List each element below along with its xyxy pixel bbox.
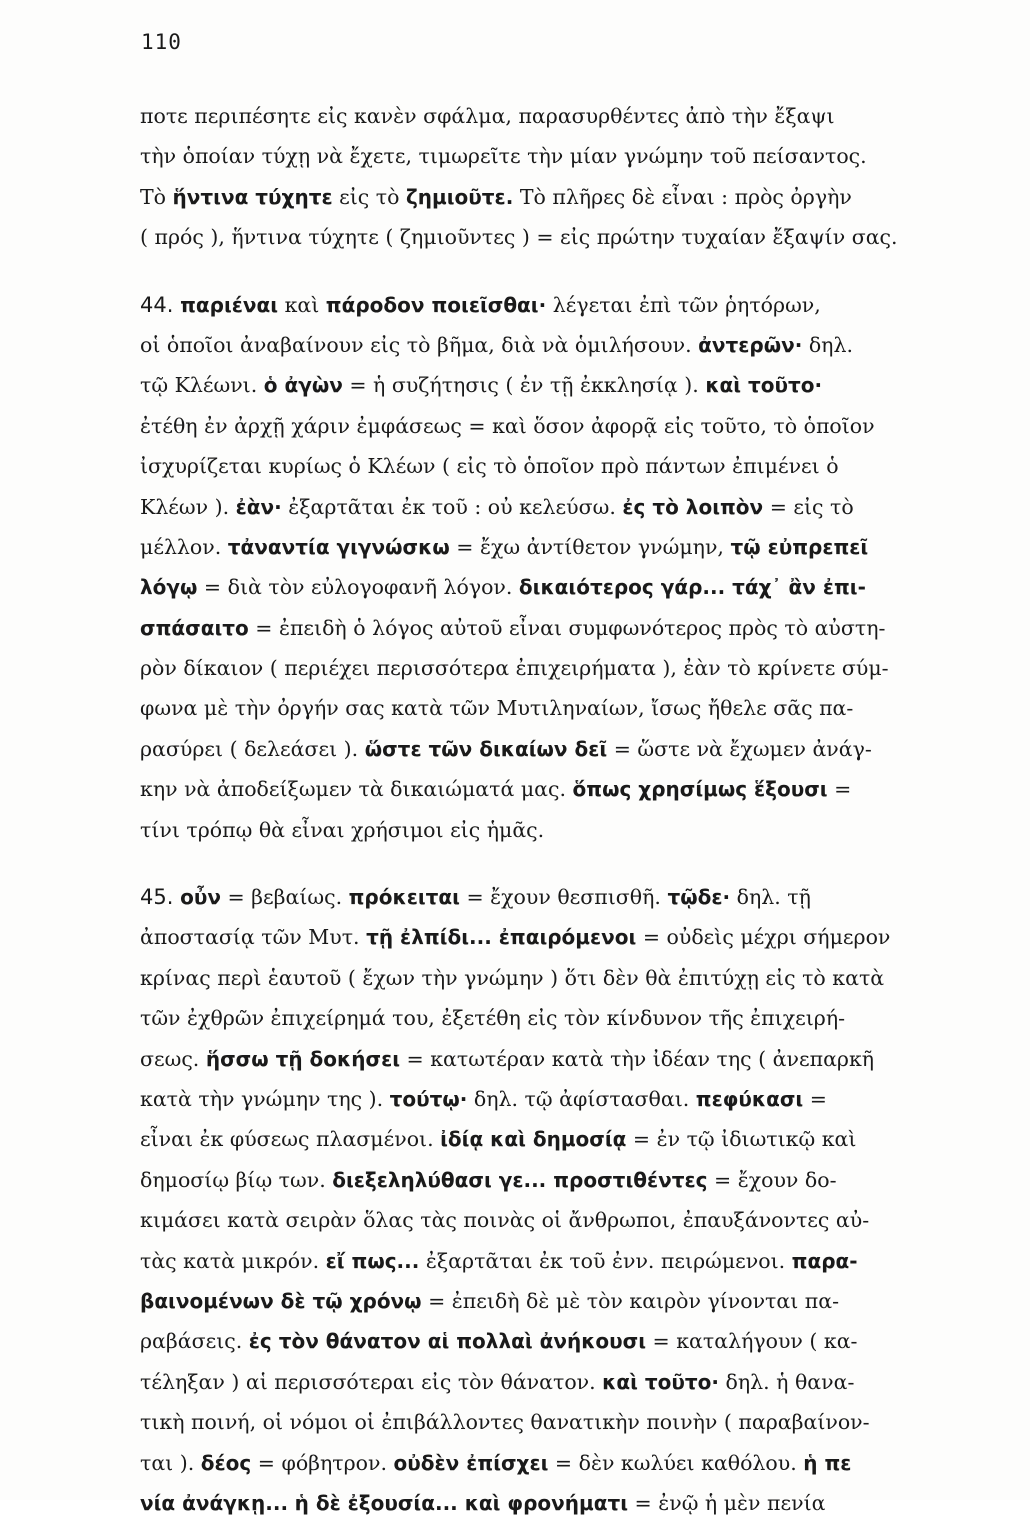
text-run: κην νὰ ἀποδείξωμεν τὰ δικαιώματά μας. [140,777,573,802]
text-run: = [827,777,852,802]
bold-term: τῷ εὐπρεπεῖ [730,534,869,559]
text-line [140,958,990,998]
text-run: = εἰς τὸ [763,494,854,519]
text-line [140,810,990,850]
bold-term: ὁ ἀγὼν [263,373,343,398]
text-line [140,406,990,446]
bold-term: παρα- [791,1248,858,1273]
bold-term: λόγῳ [140,575,198,600]
bold-term: εἴ πως... [325,1248,420,1273]
text-run: λέγεται ἐπὶ τῶν ῥητόρων, [546,292,821,317]
bold-term: ἡ πε [803,1450,852,1475]
text-line [140,365,990,405]
text-run: τικὴ ποινή, οἱ νόμοι οἱ ἐπιβάλλοντες θανατικὴν ποινὴν ( παραβαίνον- [140,1410,870,1435]
text-run: ἀποστασίᾳ τῶν Μυτ. [140,925,367,950]
text-run: μέλλον. [140,534,228,559]
text-run: δηλ. τῷ ἀφίστασθαι. [467,1086,696,1111]
bold-term: ὅπως χρησίμως ἕξουσι [572,777,828,802]
bold-term: τούτῳ· [389,1086,468,1111]
text-run: = φόβητρον. [251,1450,394,1475]
text-run: = οὐδεὶς μέχρι σήμερον [636,925,891,950]
bold-term: παριέναι [180,292,279,317]
bold-term: δέος [200,1450,252,1475]
text-run: τὴν ὁποίαν τύχῃ νὰ ἔχετε, τιμωρεῖτε τὴν μίαν γνώμην τοῦ πείσαντος. [140,144,867,169]
text-line [140,729,990,769]
text-line [140,648,990,688]
text-run: εἰς τὸ [332,184,406,209]
text-line [140,285,990,325]
text-line [140,1483,990,1523]
bold-term: οὖν [180,885,221,910]
bold-term: πρόκειται [348,885,460,910]
text-run: δηλ. τῇ [730,885,811,910]
text-run: κιμάσει κατὰ σειρὰν ὅλας τὰς ποινὰς οἱ ἄνθρωποι, ἐπαυξάνοντες αὐ- [140,1208,870,1233]
text-run: = διὰ τὸν εὐλογοφανῆ λόγον. [197,575,519,600]
text-line [140,1039,990,1079]
text-run: = ἔχουν θεσπισθῆ. [459,885,668,910]
text-run: ἐξαρτᾶται ἐκ τοῦ ἐνν. πειρώμενοι. [419,1248,792,1273]
text-run: = καταλήγουν ( κα- [646,1329,858,1354]
text-line [140,1321,990,1361]
text-line [140,446,990,486]
section-number: 45. [140,885,181,910]
section-number: 44. [140,292,181,317]
text-run: σεως. [140,1046,206,1071]
bold-term: σπάσαιτο [140,615,249,640]
bold-term: ἐς τὸ λοιπὸν [622,494,764,519]
bold-term: καὶ τοῦτο· [602,1369,719,1394]
text-run: = κατωτέραν κατὰ τὴν ἰδέαν της ( ἀνεπαρκῆ [400,1046,875,1071]
text-run: ται ). [140,1450,201,1475]
text-run: τέληξαν ) αἱ περισσότεραι εἰς τὸν θάνατον. [140,1369,603,1394]
bold-term: ἡ δὲ ἐξουσία... καὶ φρονήματι [294,1490,629,1515]
text-run: ρασύρει ( δελεάσει ). [140,736,365,761]
text-run: τίνι τρόπῳ θὰ εἶναι χρήσιμοι εἰς ἡμᾶς. [140,817,545,842]
text-run: ( πρός ), ἥντινα τύχητε ( ζημιοῦντες ) = εἰς πρώτην τυχαίαν ἔξαψίν σας. [140,225,898,250]
text-line [140,1160,990,1200]
text-run: = δὲν κωλύει καθόλου. [548,1450,804,1475]
text-run: Κλέων ). [140,494,236,519]
text-run: τῶν ἐχθρῶν ἐπιχείρημά του, ἐξετέθη εἰς τὸν κίνδυνον τῆς ἐπιχειρή- [140,1006,846,1031]
text-run: ρὸν δίκαιον ( περιέχει περισσότερα ἐπιχειρήματα ), ἐὰν τὸ κρίνετε σύμ- [140,656,889,681]
text-run: = ἔχω ἀντίθετον γνώμην, [449,534,731,559]
text-run: = ἐνῷ ἡ μὲν πενία [628,1490,826,1515]
text-line [140,1362,990,1402]
text-run: ραβάσεις. [140,1329,249,1354]
bold-term: βαινομένων δὲ τῷ χρόνῳ [140,1288,422,1313]
text-line [140,877,990,917]
bold-term: ἥσσω τῇ δοκήσει [205,1046,400,1071]
text-run: = ἡ συζήτησις ( ἐν τῇ ἐκκλησίᾳ ). [342,373,706,398]
text-line [140,177,990,217]
text-run: = βεβαίως. [220,885,349,910]
text-run: Τὸ πλῆρες δὲ εἶναι : πρὸς ὀργὴν [513,184,852,209]
paragraph-gap [140,850,990,877]
text-line [140,1443,990,1483]
bold-term: τῷδε· [667,885,731,910]
bold-term: ἀντερῶν· [698,332,803,357]
text-line [140,487,990,527]
text-line [140,769,990,809]
bold-term: τῇ ἐλπίδι... ἐπαιρόμενοι [366,925,637,950]
text-run: = ἐν τῷ ἰδιωτικῷ καὶ [626,1127,857,1152]
text-run: ποτε περιπέσητε εἰς κανὲν σφάλμα, παρασυρθέντες ἀπὸ τὴν ἔξαψι [140,104,835,128]
text-run: κατὰ τὴν γνώμην της ). [140,1086,390,1111]
text-line [140,136,990,176]
bold-term: οὐδὲν ἐπίσχει [393,1450,549,1475]
bold-term: ἥντινα τύχητε [172,184,333,209]
text-line [140,1241,990,1281]
page-number: 110 [141,30,182,54]
bold-term: τἀναντία γιγνώσκω [227,534,450,559]
text-line [140,917,990,957]
paragraph-gap [140,258,990,285]
text-run: δηλ. [802,332,853,357]
text-line [140,1119,990,1159]
text-run: ἐξαρτᾶται ἐκ τοῦ : οὐ κελεύσω. [281,494,623,519]
text-line [140,567,990,607]
text-run: = ἐπειδὴ ὁ λόγος αὐτοῦ εἶναι συμφωνότερος πρὸς τὸ αὐστη- [248,615,886,640]
text-run: ἰσχυρίζεται κυρίως ὁ Κλέων ( εἰς τὸ ὁποῖον πρὸ πάντων ἐπιμένει ὁ [140,454,839,479]
text-run: καὶ [278,292,326,317]
text-run: = ἐπειδὴ δὲ μὲ τὸν καιρὸν γίνονται πα- [421,1288,840,1313]
text-run: τὰς κατὰ μικρόν. [140,1248,326,1273]
bold-term: ὥστε τῶν δικαίων δεῖ [364,736,608,761]
text-run: κρίνας περὶ ἑαυτοῦ ( ἔχων τὴν γνώμην ) ὅτι δὲν θὰ ἐπιτύχῃ εἰς τὸ κατὰ [140,965,885,990]
bold-term: καὶ τοῦτο· [705,373,823,398]
bold-term: ἐὰν· [235,494,282,519]
text-run: τῷ Κλέωνι. [140,373,264,398]
bold-term: ζημιοῦτε. [405,184,514,209]
text-run: οἱ ὁποῖοι ἀναβαίνουν εἰς τὸ βῆμα, διὰ νὰ ὁμιλήσουν. [140,332,699,357]
text-run: = ἔχουν δο- [707,1167,837,1192]
bold-term: νία ἀνάγκῃ... [140,1490,289,1515]
text-run: ἐτέθη ἐν ἀρχῇ χάριν ἐμφάσεως = καὶ ὅσον ἀφορᾷ εἰς τοῦτο, τὸ ὁποῖον [140,413,875,438]
text-line [140,217,990,257]
text-run: φωνα μὲ τὴν ὀργήν σας κατὰ τῶν Μυτιληναίων, ἴσως ἤθελε σᾶς πα- [140,696,854,721]
text-run: Τὸ [140,184,173,209]
text-run: δηλ. ἡ θανα- [719,1369,855,1394]
text-line [140,527,990,567]
bold-term: πεφύκασι [695,1086,804,1111]
text-run: = [803,1086,827,1111]
bold-term: πάροδον ποιεῖσθαι· [325,292,547,317]
text-run: εἶναι ἐκ φύσεως πλασμένοι. [140,1127,441,1152]
text-line [140,688,990,728]
bold-term: ἰδίᾳ καὶ δημοσίᾳ [440,1127,627,1152]
text-run: = ὥστε νὰ ἔχωμεν ἀνάγ- [607,736,872,761]
text-line [140,1402,990,1442]
text-line [140,1200,990,1240]
bold-term: ἐς τὸν θάνατον αἱ πολλαὶ ἀνήκουσι [248,1329,647,1354]
text-line [140,998,990,1038]
text-line [140,325,990,365]
bold-term: δικαιότερος γάρ... τάχ᾽ ἂν ἐπι- [518,575,866,600]
text-line [140,1281,990,1321]
text-line [140,1079,990,1119]
bold-term: διεξεληλύθασι γε... προστιθέντες [332,1167,708,1192]
text-line [140,608,990,648]
text-line [140,96,990,136]
body-text [140,96,990,1523]
text-run: δημοσίῳ βίῳ των. [140,1167,333,1192]
